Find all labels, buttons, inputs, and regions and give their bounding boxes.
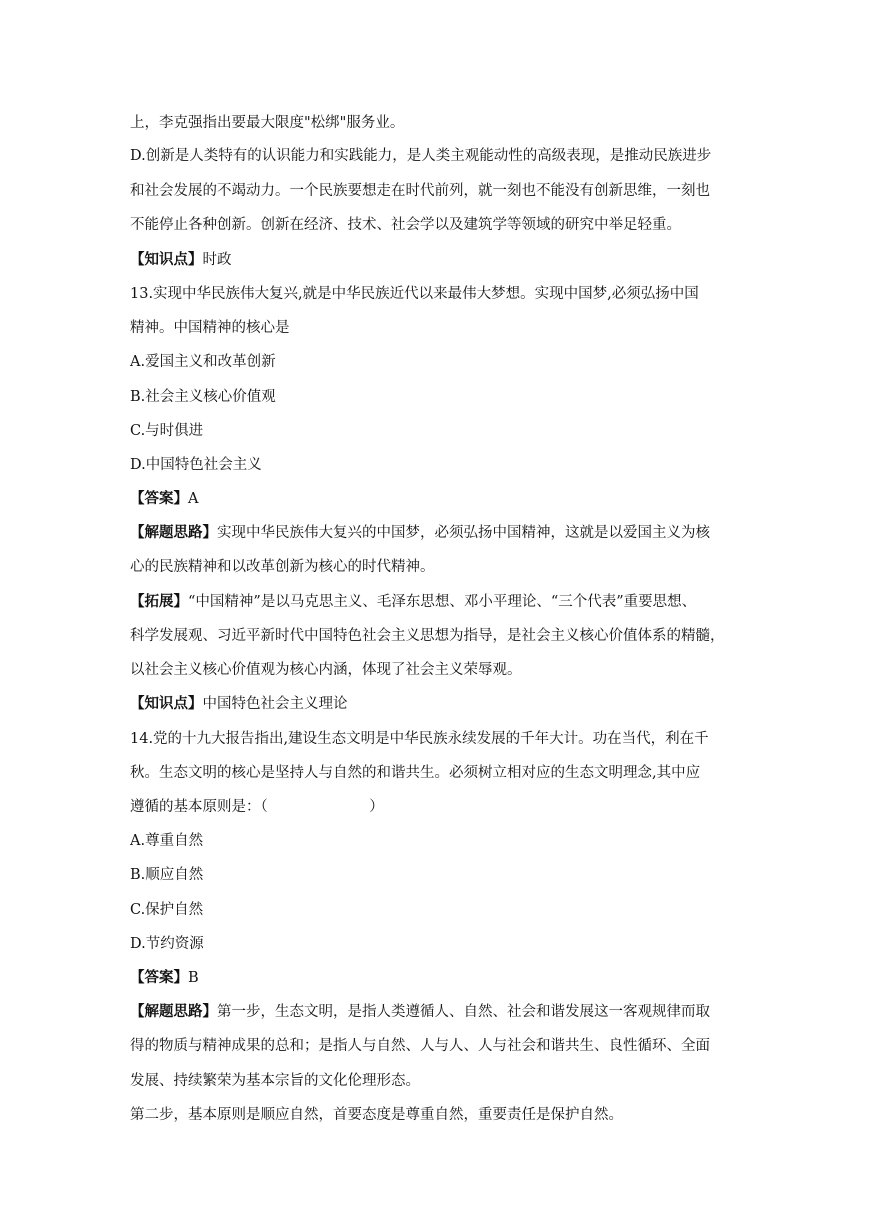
text-line bbox=[130, 1071, 750, 1091]
section-label: 【拓展】 bbox=[130, 593, 188, 610]
line-text: C.保护自然 bbox=[130, 902, 204, 918]
text-line bbox=[130, 626, 750, 646]
text-line bbox=[130, 387, 750, 407]
text-line bbox=[130, 694, 750, 714]
text-line bbox=[130, 1002, 750, 1022]
line-text: 科学发展观、习近平新时代中国特色社会主义思想为指导，是社会主义核心价值体系的精髓， bbox=[130, 628, 725, 644]
line-text: A.尊重自然 bbox=[130, 833, 204, 849]
text-line bbox=[130, 318, 750, 338]
text-line bbox=[130, 1105, 750, 1125]
line-text: 中国特色社会主义理论 bbox=[202, 696, 348, 712]
line-text: 实现中华民族伟大复兴的中国梦，必须弘扬中国精神，这就是以爱国主义为核 bbox=[217, 525, 710, 541]
text-line bbox=[130, 865, 750, 885]
line-text: “中国精神”是以马克思主义、毛泽东思想、邓小平理论、“三个代表”重要思想、 bbox=[188, 594, 697, 610]
line-text: C.与时俱进 bbox=[130, 423, 204, 439]
text-line bbox=[130, 557, 750, 577]
section-label: 【答案】 bbox=[130, 969, 188, 986]
line-text: B bbox=[188, 970, 199, 986]
line-text: 秋。生态文明的核心是坚持人与自然的和谐共生。必须树立相对应的生态文明理念,其中应 bbox=[130, 765, 701, 781]
text-line bbox=[130, 797, 750, 817]
text-line bbox=[130, 113, 750, 133]
line-text: B.社会主义核心价值观 bbox=[130, 389, 276, 405]
line-text: A.爱国主义和改革创新 bbox=[130, 354, 276, 370]
text-line bbox=[130, 523, 750, 543]
line-text: 时政 bbox=[202, 252, 232, 268]
line-text: 和社会发展的不竭动力。一个民族要想走在时代前列，就一刻也不能没有创新思维，一刻也 bbox=[130, 183, 710, 199]
line-text: 不能停止各种创新。创新在经济、技术、社会学以及建筑学等领域的研究中举足轻重。 bbox=[130, 217, 681, 233]
line-text: 遵循的基本原则是：（ ） bbox=[130, 799, 384, 815]
line-text: 发展、持续繁荣为基本宗旨的文化伦理形态。 bbox=[130, 1073, 420, 1089]
text-line bbox=[130, 660, 750, 680]
text-line bbox=[130, 489, 750, 509]
line-text: 上，李克强指出要最大限度"松绑"服务业。 bbox=[130, 115, 405, 131]
text-line bbox=[130, 455, 750, 475]
line-text: D.创新是人类特有的认识能力和实践能力，是人类主观能动性的高级表现，是推动民族进步 bbox=[130, 148, 712, 164]
text-line bbox=[130, 352, 750, 372]
section-label: 【知识点】 bbox=[130, 695, 203, 712]
text-line bbox=[130, 968, 750, 988]
line-text: 13.实现中华民族伟大复兴,就是中华民族近代以来最伟大梦想。实现中国梦,必须弘扬中国 bbox=[130, 286, 699, 302]
text-line bbox=[130, 421, 750, 441]
section-label: 【解题思路】 bbox=[130, 1003, 217, 1020]
section-label: 【解题思路】 bbox=[130, 524, 217, 541]
text-line bbox=[130, 900, 750, 920]
text-line bbox=[130, 592, 750, 612]
line-text: D.节约资源 bbox=[130, 936, 204, 952]
line-text: B.顺应自然 bbox=[130, 867, 204, 883]
text-line bbox=[130, 284, 750, 304]
text-line bbox=[130, 729, 750, 749]
text-line bbox=[130, 1036, 750, 1056]
text-line bbox=[130, 215, 750, 235]
line-text: 14.党的十九大报告指出,建设生态文明是中华民族永续发展的千年大计。功在当代，利在千 bbox=[130, 731, 709, 747]
line-text: A bbox=[188, 491, 199, 507]
line-text: 以社会主义核心价值观为核心内涵，体现了社会主义荣辱观。 bbox=[130, 662, 522, 678]
text-line bbox=[130, 146, 750, 166]
line-text: 第二步，基本原则是顺应自然，首要态度是尊重自然，重要责任是保护自然。 bbox=[130, 1107, 623, 1123]
text-line bbox=[130, 831, 750, 851]
text-line bbox=[130, 181, 750, 201]
line-text: D.中国特色社会主义 bbox=[130, 457, 262, 473]
line-text: 第一步，生态文明，是指人类遵循人、自然、社会和谐发展这一客观规律而取 bbox=[217, 1004, 710, 1020]
section-label: 【知识点】 bbox=[130, 251, 203, 268]
line-text: 精神。中国精神的核心是 bbox=[130, 320, 290, 336]
line-text: 心的民族精神和以改革创新为核心的时代精神。 bbox=[130, 559, 435, 575]
text-line bbox=[130, 763, 750, 783]
line-text: 得的物质与精神成果的总和；是指人与自然、人与人、人与社会和谐共生、良性循环、全面 bbox=[130, 1038, 710, 1054]
text-line bbox=[130, 934, 750, 954]
text-line bbox=[130, 250, 750, 270]
section-label: 【答案】 bbox=[130, 490, 188, 507]
